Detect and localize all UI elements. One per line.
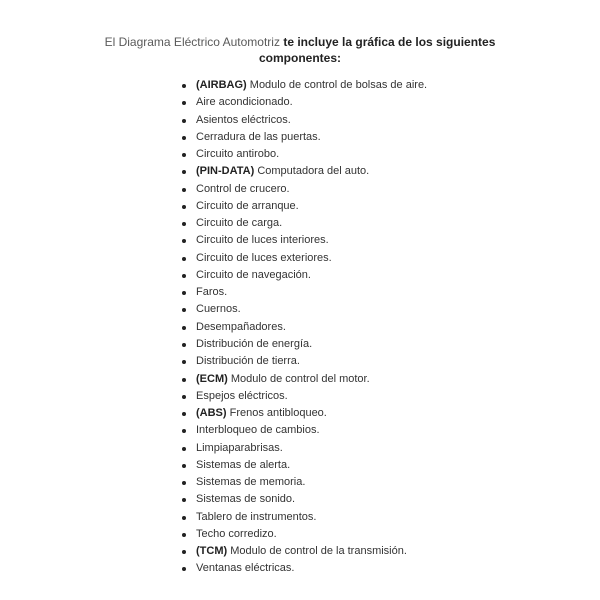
list-item — [182, 267, 562, 284]
list-item-text: Limpiaparabrisas. — [196, 441, 283, 454]
bullet-icon — [182, 516, 186, 520]
list-item — [182, 474, 562, 491]
bullet-icon — [182, 343, 186, 347]
list-item — [182, 526, 562, 543]
bullet-icon — [182, 464, 186, 468]
list-item — [182, 336, 562, 353]
bullet-icon — [182, 498, 186, 502]
intro-paragraph — [0, 34, 600, 66]
list-item-text: Modulo de control de la transmisión. — [230, 545, 407, 558]
list-item — [182, 181, 562, 198]
list-item-acronym: (ABS) — [196, 407, 227, 420]
list-item-text: Control de crucero. — [196, 182, 290, 195]
bullet-icon — [182, 360, 186, 364]
bullet-icon — [182, 188, 186, 192]
intro-lead: El Diagrama Eléctrico Automotriz — [104, 35, 280, 49]
bullet-icon — [182, 222, 186, 226]
list-item — [182, 146, 562, 163]
bullet-icon — [182, 119, 186, 123]
bullet-icon — [182, 205, 186, 209]
list-item-text: Sistemas de sonido. — [196, 493, 296, 506]
list-item-text: Sistemas de alerta. — [196, 458, 291, 471]
list-item-text: Cuernos. — [196, 303, 241, 316]
bullet-icon — [182, 412, 186, 416]
intro-bold-1: te incluye la gráfica de los siguientes — [283, 35, 496, 49]
list-item — [182, 94, 562, 111]
list-item-text: Circuito de navegación. — [196, 268, 311, 281]
list-item — [182, 422, 562, 439]
list-item-text: Modulo de control del motor. — [230, 372, 370, 385]
list-item-text: Circuito de luces exteriores. — [196, 251, 332, 264]
intro-line-2 — [0, 50, 600, 66]
list-item — [182, 405, 562, 422]
bullet-icon — [182, 429, 186, 433]
list-item-text: Circuito de luces interiores. — [196, 234, 329, 247]
bullet-icon — [182, 447, 186, 451]
intro-line-1 — [0, 34, 600, 50]
list-item-text: Interbloqueo de cambios. — [196, 424, 320, 437]
bullet-icon — [182, 533, 186, 537]
list-item — [182, 284, 562, 301]
bullet-icon — [182, 136, 186, 140]
bullet-icon — [182, 567, 186, 571]
list-item-text: Aire acondicionado. — [196, 96, 293, 109]
list-item — [182, 112, 562, 129]
list-item — [182, 301, 562, 318]
bullet-icon — [182, 291, 186, 295]
list-item — [182, 250, 562, 267]
list-item — [182, 491, 562, 508]
list-item — [182, 543, 562, 560]
list-item — [182, 232, 562, 249]
list-item-text: Circuito antirobo. — [196, 148, 280, 161]
list-item-text: Desempañadores. — [196, 320, 286, 333]
list-item — [182, 163, 562, 180]
list-item — [182, 319, 562, 336]
bullet-icon — [182, 153, 186, 157]
list-item-acronym: (TCM) — [196, 545, 228, 558]
component-list — [182, 77, 562, 578]
list-item-text: Techo corredizo. — [196, 527, 277, 540]
list-item-acronym: (AIRBAG) — [196, 79, 247, 91]
list-item — [182, 388, 562, 405]
list-item — [182, 129, 562, 146]
list-item-acronym: (PIN-DATA) — [196, 165, 255, 178]
list-item-text: Espejos eléctricos. — [196, 389, 288, 402]
list-item-text: Sistemas de memoria. — [196, 476, 306, 489]
list-item-text: Computadora del auto. — [257, 165, 370, 178]
list-item-text: Circuito de arranque. — [196, 199, 299, 212]
list-item — [182, 371, 562, 388]
bullet-icon — [182, 257, 186, 261]
list-item — [182, 77, 562, 94]
bullet-icon — [182, 84, 186, 88]
list-item-text: Faros. — [196, 286, 228, 299]
bullet-icon — [182, 274, 186, 278]
list-item-text: Asientos eléctricos. — [196, 113, 291, 126]
list-item-text: Tablero de instrumentos. — [196, 510, 317, 523]
list-item — [182, 440, 562, 457]
list-item-text: Distribución de energía. — [196, 337, 313, 350]
bullet-icon — [182, 170, 186, 174]
list-item-text: Cerradura de las puertas. — [196, 130, 321, 143]
list-item — [182, 353, 562, 370]
bullet-icon — [182, 550, 186, 554]
intro-bold-2: componentes: — [258, 51, 341, 65]
list-item-text: Modulo de control de bolsas de aire. — [249, 79, 428, 91]
list-item-text: Frenos antibloqueo. — [229, 407, 327, 420]
list-item — [182, 457, 562, 474]
list-item — [182, 215, 562, 232]
list-item — [182, 198, 562, 215]
bullet-icon — [182, 239, 186, 243]
list-item — [182, 560, 562, 577]
bullet-icon — [182, 378, 186, 382]
bullet-icon — [182, 101, 186, 105]
list-item-text: Circuito de carga. — [196, 217, 283, 230]
list-item-text: Distribución de tierra. — [196, 355, 300, 368]
list-item-acronym: (ECM) — [196, 372, 228, 385]
list-item-text: Ventanas eléctricas. — [196, 562, 295, 575]
bullet-icon — [182, 326, 186, 330]
list-item — [182, 509, 562, 526]
bullet-icon — [182, 481, 186, 485]
bullet-icon — [182, 395, 186, 399]
bullet-icon — [182, 308, 186, 312]
